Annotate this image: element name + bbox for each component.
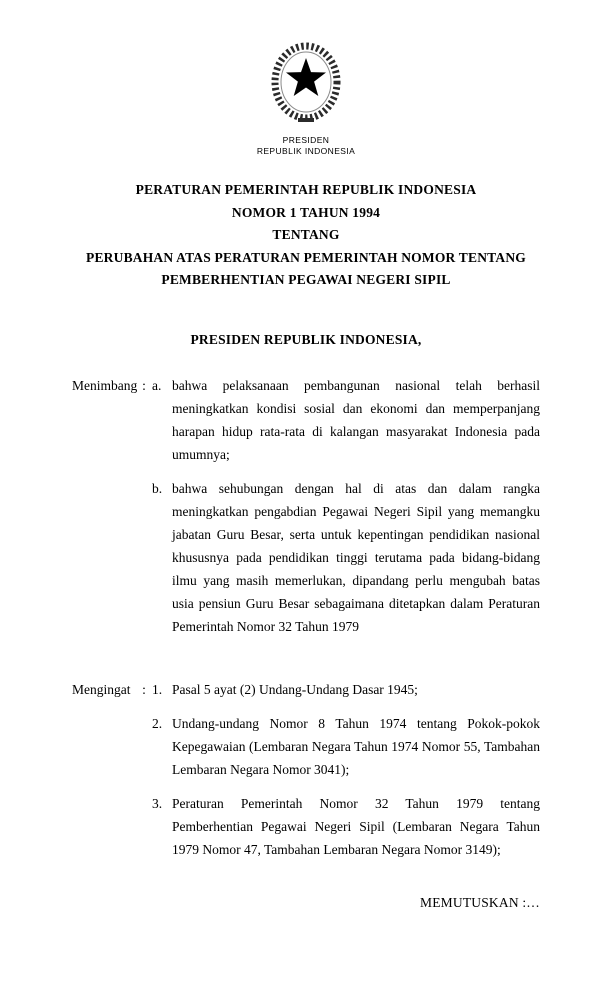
- list-item: [152, 792, 540, 861]
- clause-items-menimbang: [152, 374, 540, 638]
- title-line-subject-1: PERUBAHAN ATAS PERATURAN PEMERINTAH NOMOR TENTANG: [86, 249, 526, 265]
- salutation: PRESIDEN REPUBLIK INDONESIA,: [190, 331, 422, 347]
- list-item: [152, 477, 540, 638]
- clause-items-mengingat: [152, 678, 540, 861]
- list-item: [152, 374, 540, 466]
- item-marker: 2.: [152, 715, 163, 731]
- title-line-number: NOMOR 1 TAHUN 1994: [231, 204, 381, 220]
- title-line-subject-2: PEMBERHENTIAN PEGAWAI NEGERI SIPIL: [161, 272, 451, 287]
- letterhead-presiden: PRESIDEN: [282, 135, 330, 145]
- item-text: Peraturan Pemerintah Nomor 32 Tahun 1979 tentang Pemberhentian Pegawai Negeri Sipil (Lembaran Negara Tahun 1979 Nomor 47, Tambahan Lembaran Negara Nomor 3149);: [172, 795, 540, 857]
- title-line-tentang: TENTANG: [272, 227, 340, 242]
- letterhead: [72, 38, 540, 157]
- section-mengingat: [72, 678, 540, 861]
- clause-label-mengingat: Mengingat: [72, 681, 131, 697]
- item-marker: 3.: [152, 795, 163, 811]
- item-text: Undang-undang Nomor 8 Tahun 1974 tentang Pokok-pokok Kepegawaian (Lembaran Negara Tahun 1974 Nomor 55, Tambahan Lembaran Negara Nomor 3041);: [172, 715, 540, 777]
- continuation-memutuskan: MEMUTUSKAN :…: [420, 894, 540, 910]
- item-text: bahwa sehubungan dengan hal di atas dan dalam rangka meningkatkan pengabdian Pegawai Negeri Sipil yang memangku jabatan Guru Besar, serta untuk kepentingan pendidikan nasional khususnya pada pendidikan tinggi terutama pada bidang-bidang ilmu yang masih memerlukan, dipandang perlu mengubah batas usia pensiun Guru Besar sebagaimana ditetapkan dalam Peraturan Pemerintah Nomor 32 Tahun 1979: [172, 480, 540, 634]
- clause-label-menimbang: Menimbang: [72, 377, 138, 393]
- item-marker: 1.: [152, 681, 163, 697]
- clause-separator: :: [142, 681, 146, 697]
- list-item: [152, 678, 540, 701]
- list-item: [152, 712, 540, 781]
- presidential-star-wreath-icon: [264, 38, 348, 130]
- document-title: [72, 179, 540, 292]
- clause-separator: :: [142, 377, 146, 393]
- item-marker: b.: [152, 480, 163, 496]
- letterhead-republik-indonesia: REPUBLIK INDONESIA: [256, 146, 356, 156]
- title-line-regulation: PERATURAN PEMERINTAH REPUBLIK INDONESIA: [135, 182, 477, 197]
- item-text: Pasal 5 ayat (2) Undang-Undang Dasar 1945;: [172, 681, 418, 697]
- item-marker: a.: [152, 377, 162, 393]
- section-menimbang: [72, 374, 540, 638]
- item-text: bahwa pelaksanaan pembangunan nasional telah berhasil meningkatkan kondisi sosial dan ekonomi dan memperpanjang harapan hidup rata-rata di kalangan masyarakat Indonesia pada umumnya;: [172, 377, 540, 462]
